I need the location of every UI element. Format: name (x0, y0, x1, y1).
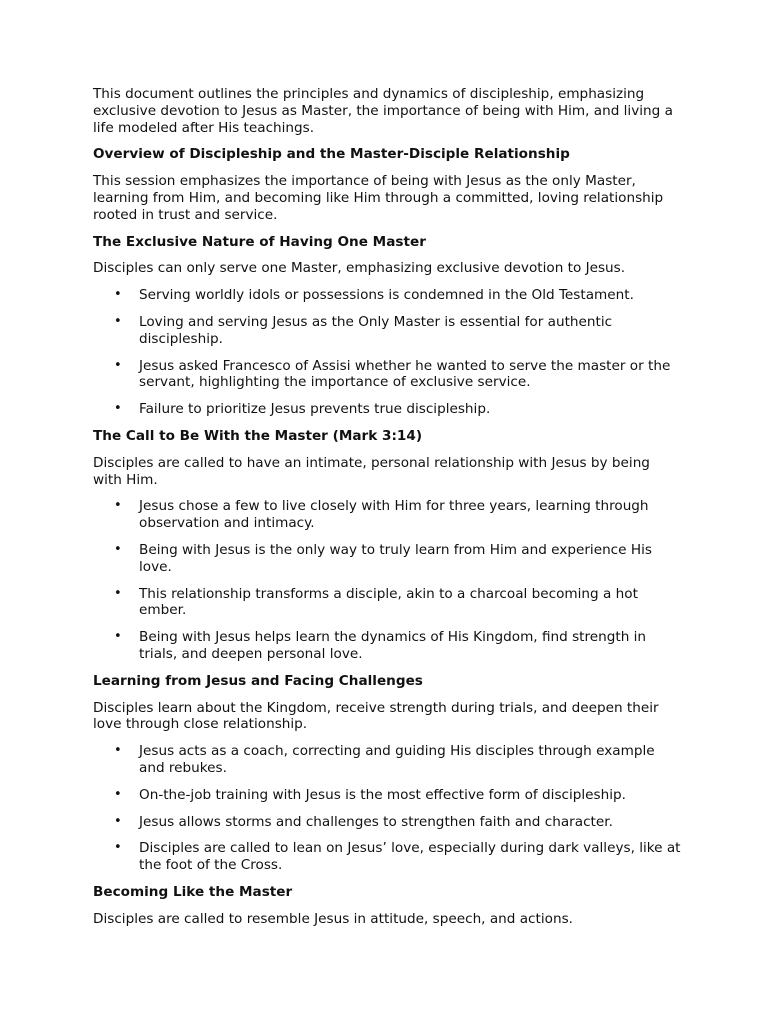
bullet-list (93, 287, 683, 418)
list-item-text: Disciples are called to lean on Jesus’ love, especially during dark valleys, like at the foot of the Cross. (139, 840, 681, 874)
list-item (93, 358, 683, 392)
list-item-text: Being with Jesus helps learn the dynamics of His Kingdom, find strength in trials, and deepen personal love. (139, 629, 647, 662)
list-item (93, 629, 683, 663)
section-heading: The Exclusive Nature of Having One Master (93, 233, 426, 250)
bullet-icon: • (114, 585, 122, 601)
bullet-icon: • (114, 287, 122, 303)
bullet-icon: • (114, 743, 122, 759)
list-item (93, 586, 683, 620)
section-heading: The Call to Be With the Master (Mark 3:14) (93, 427, 423, 444)
section-becoming-like (93, 884, 683, 928)
section-heading: Overview of Discipleship and the Master-Disciple Relationship (93, 146, 570, 163)
list-item-text: Jesus chose a few to live closely with Him for three years, learning through observation and intimacy. (139, 498, 649, 532)
list-item-text: Serving worldly idols or possessions is condemned in the Old Testament. (139, 287, 634, 304)
list-item-text: Jesus allows storms and challenges to strengthen faith and character. (139, 813, 613, 830)
list-item (93, 287, 683, 304)
list-item-text: On-the-job training with Jesus is the most effective form of discipleship. (139, 786, 626, 803)
list-item-text: This relationship transforms a disciple, akin to a charcoal becoming a hot ember. (139, 585, 638, 619)
section-paragraph: This session emphasizes the importance of being with Jesus as the only Master, learning from Him, and becoming like Him through a committed, loving relationship rooted in trust and service. (93, 173, 664, 223)
bullet-icon: • (114, 813, 122, 829)
list-item (93, 401, 683, 418)
list-item-text: Jesus asked Francesco of Assisi whether he wanted to serve the master or the servant, highlighting the importance of exclusive service. (139, 357, 671, 391)
section-heading: Becoming Like the Master (93, 883, 293, 900)
bullet-icon: • (114, 313, 122, 329)
section-paragraph: Disciples can only serve one Master, emphasizing exclusive devotion to Jesus. (93, 260, 626, 277)
list-item (93, 743, 683, 777)
bullet-icon: • (114, 357, 122, 373)
bullet-icon: • (114, 401, 122, 417)
list-item-text: Jesus acts as a coach, correcting and guiding His disciples through example and rebukes. (139, 743, 655, 776)
list-item (93, 840, 683, 874)
section-overview (93, 146, 683, 223)
document-page (93, 86, 683, 937)
section-learning-challenges (93, 673, 683, 874)
list-item-text: Failure to prioritize Jesus prevents true discipleship. (139, 401, 491, 418)
list-item-text: Loving and serving Jesus as the Only Master is essential for authentic discipleship. (139, 313, 613, 347)
list-item (93, 542, 683, 576)
section-paragraph: Disciples are called to have an intimate, personal relationship with Jesus by being with Him. (93, 454, 650, 488)
bullet-list (93, 498, 683, 662)
list-item (93, 498, 683, 532)
section-call-to-be-with (93, 428, 683, 663)
bullet-icon: • (114, 840, 122, 856)
list-item-text: Being with Jesus is the only way to truly learn from Him and experience His love. (139, 541, 652, 575)
list-item (93, 314, 683, 348)
list-item (93, 814, 683, 831)
bullet-icon: • (114, 498, 122, 514)
section-paragraph: Disciples are called to resemble Jesus in attitude, speech, and actions. (93, 910, 573, 927)
section-exclusive-nature (93, 234, 683, 418)
intro-paragraph: This document outlines the principles and dynamics of discipleship, emphasizing exclusive devotion to Jesus as Master, the importance of being with Him, and living a life modeled after His teachings. (93, 86, 673, 136)
bullet-icon: • (114, 786, 122, 802)
section-paragraph: Disciples learn about the Kingdom, receive strength during trials, and deepen their love through close relationship. (93, 699, 659, 733)
list-item (93, 787, 683, 804)
section-heading: Learning from Jesus and Facing Challenges (93, 672, 423, 689)
bullet-icon: • (114, 629, 122, 645)
bullet-icon: • (114, 541, 122, 557)
bullet-list (93, 743, 683, 874)
